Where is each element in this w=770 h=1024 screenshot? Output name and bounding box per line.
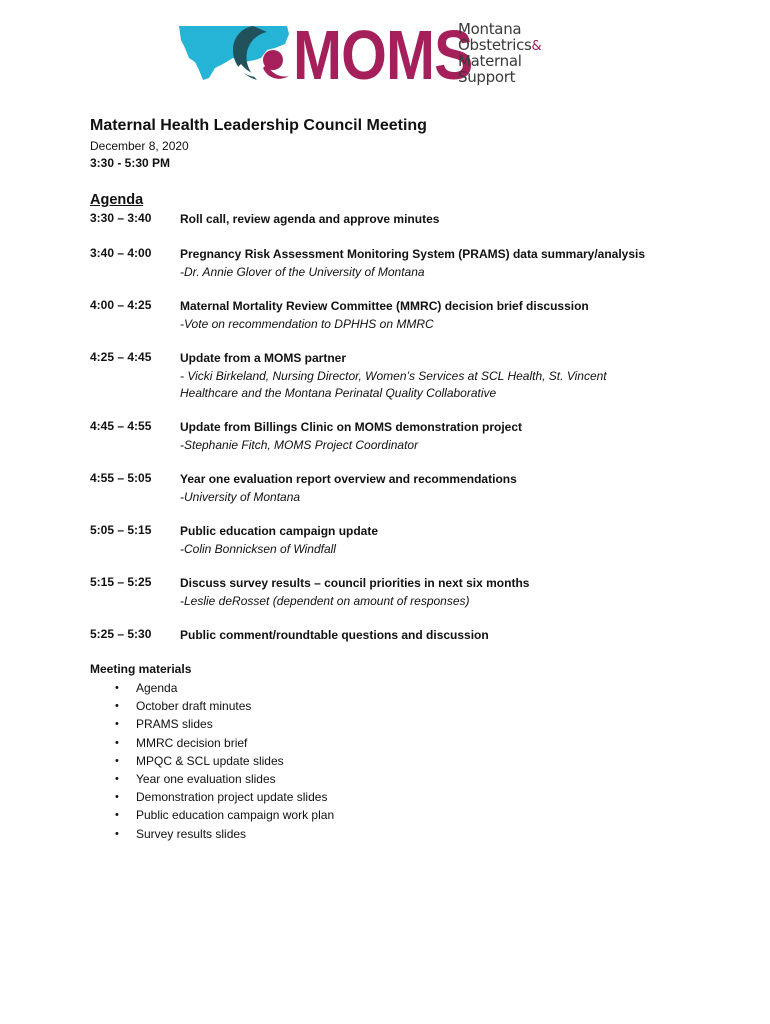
agenda-item-title: Public comment/roundtable questions and discussion — [180, 628, 489, 642]
list-item: • PRAMS slides — [115, 717, 213, 732]
agenda-item-detail: -Colin Bonnicksen of Windfall — [180, 541, 336, 556]
list-item: • Year one evaluation slides — [115, 771, 276, 786]
agenda-item-title: Update from Billings Clinic on MOMS demonstration project — [180, 420, 523, 434]
list-item: • October draft minutes — [115, 699, 252, 714]
meeting-date: December 8, 2020 — [90, 139, 189, 153]
montana-state-mother-child-icon — [175, 20, 295, 90]
logo-ampersand: & — [531, 38, 542, 54]
agenda-item-title: Roll call, review agenda and approve minutes — [180, 212, 440, 226]
logo-subtitle-line: Montana — [458, 20, 522, 38]
bullet-icon: • — [115, 682, 119, 694]
bullet-icon: • — [115, 700, 119, 713]
agenda-item-detail: -Leslie deRosset (dependent on amount of responses) — [180, 593, 470, 608]
list-item: • Agenda — [115, 681, 178, 695]
moms-logo — [175, 16, 555, 94]
agenda-item-detail: - Vicki Birkeland, Nursing Director, Women’s Services at SCL Health, St. Vincent Healthcare and the Montana Perinatal Quality Collaborative — [180, 368, 607, 400]
materials-heading: Meeting materials — [90, 662, 192, 676]
list-item: • MPQC & SCL update slides — [115, 753, 284, 768]
agenda-heading: Agenda — [90, 192, 144, 208]
bullet-icon: • — [115, 772, 119, 785]
bullet-icon: • — [115, 827, 119, 840]
page-title: Maternal Health Leadership Council Meeting — [90, 117, 427, 134]
agenda-item-title: Discuss survey results – council priorities in next six months — [180, 576, 530, 590]
agenda-item-time: 5:25 – 5:30 — [90, 627, 152, 641]
bullet-icon: • — [115, 791, 119, 804]
bullet-icon: • — [115, 718, 119, 731]
logo-subtitle-line: Support — [458, 67, 516, 86]
logo-subtitle — [458, 22, 541, 85]
bullet-icon: • — [115, 736, 119, 749]
agenda-item-time: 4:55 – 5:05 — [90, 471, 152, 485]
agenda-item-detail: -University of Montana — [180, 489, 301, 504]
agenda-item-detail: -Dr. Annie Glover of the University of Montana — [180, 264, 425, 279]
bullet-icon: • — [115, 809, 119, 822]
materials-list — [90, 679, 334, 843]
agenda-item-title: Pregnancy Risk Assessment Monitoring System (PRAMS) data summary/analysis — [180, 247, 646, 261]
bullet-icon: • — [115, 754, 119, 767]
list-item: • Survey results slides — [115, 826, 247, 841]
list-item: • Demonstration project update slides — [115, 790, 328, 805]
agenda-item-time: 4:45 – 4:55 — [90, 419, 152, 433]
logo-subtitle-line: Obstetrics& — [458, 35, 542, 54]
meeting-time: 3:30 - 5:30 PM — [90, 156, 171, 170]
list-item: • MMRC decision brief — [115, 735, 248, 750]
logo-wordmark: MOMS — [293, 16, 473, 94]
agenda-item-title: Maternal Mortality Review Committee (MMRC) decision brief discussion — [180, 299, 589, 313]
agenda-item-time: 3:30 – 3:40 — [90, 211, 152, 225]
agenda-item-detail: -Stephanie Fitch, MOMS Project Coordinator — [180, 437, 419, 452]
logo-subtitle-line: Maternal — [458, 52, 522, 70]
agenda-item-time: 4:00 – 4:25 — [90, 298, 152, 312]
agenda-item-time: 5:05 – 5:15 — [90, 523, 152, 537]
agenda-item-time: 5:15 – 5:25 — [90, 575, 152, 589]
agenda-item-detail: -Vote on recommendation to DPHHS on MMRC — [180, 316, 434, 331]
agenda-item-time: 4:25 – 4:45 — [90, 350, 152, 364]
list-item: • Public education campaign work plan — [115, 808, 335, 823]
agenda-item-time: 3:40 – 4:00 — [90, 246, 152, 260]
agenda-item-title: Public education campaign update — [180, 524, 379, 538]
agenda-item-title: Update from a MOMS partner — [180, 351, 347, 365]
agenda-item-title: Year one evaluation report overview and recommendations — [180, 472, 517, 486]
